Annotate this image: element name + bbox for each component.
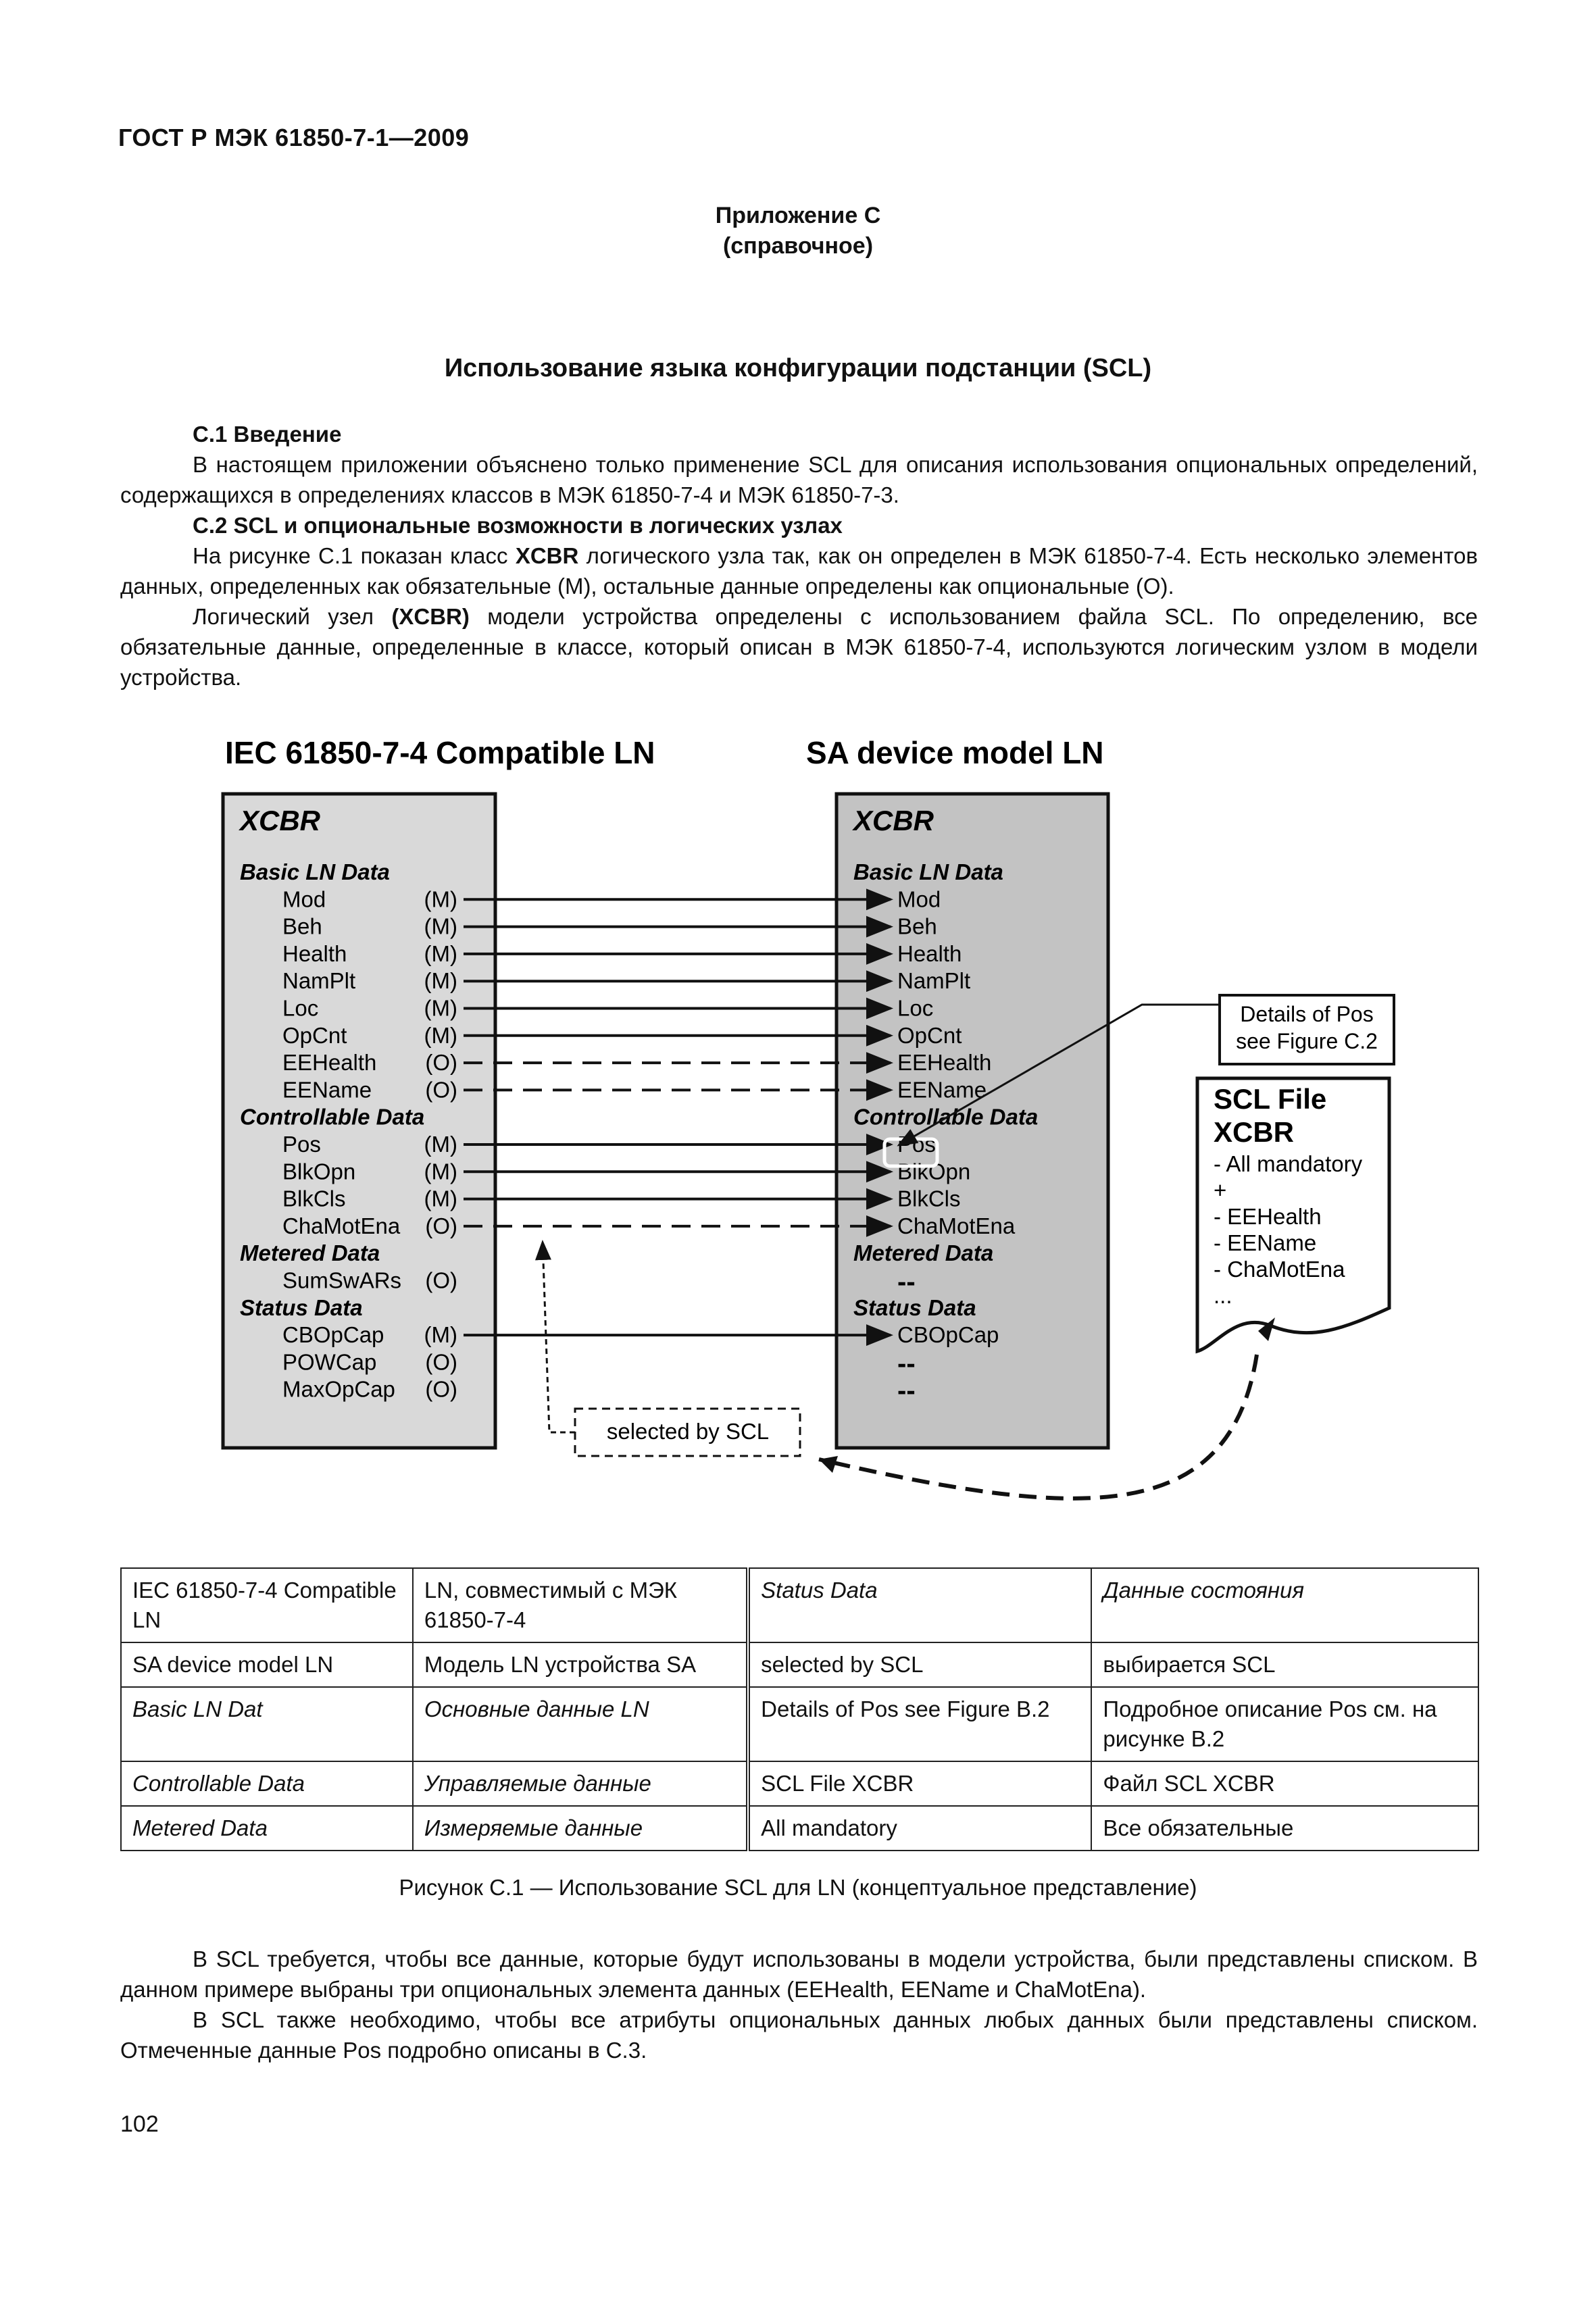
right-column-title: SA device model LN (806, 735, 1104, 770)
legend-cell: IEC 61850-7-4 Compatible LN (121, 1568, 413, 1642)
mapping-arrows (464, 899, 891, 1335)
left-data-name: SumSwARs (282, 1267, 402, 1293)
right-category-label: Metered Data (853, 1240, 994, 1266)
annex-title: Использование языка конфигурации подстанции (SCL) (444, 354, 1152, 382)
left-data-name: Beh (282, 913, 322, 939)
right-data-name: Pos (897, 1132, 936, 1157)
left-data-mo: (O) (425, 1050, 457, 1076)
left-data-mo: (M) (424, 968, 457, 994)
left-data-mo: (O) (425, 1267, 457, 1293)
right-data-name: OpCnt (897, 1022, 962, 1048)
legend-cell: Подробное описание Pos см. на рисунке В.2 (1091, 1687, 1478, 1761)
section-heading-c2: С.2 SCL и опциональные возможности в логических узлах (193, 513, 843, 538)
left-data-mo: (M) (424, 1186, 457, 1211)
legend-cell: Данные состояния (1091, 1568, 1478, 1642)
left-data-mo: (O) (425, 1077, 457, 1103)
left-data-name: EEHealth (282, 1050, 377, 1076)
section-c2-paragraph-2: Логический узел (XCBR) модели устройства определены с использованием файла SCL. По определению, все обязательные данные, определенные в классе, который описан в МЭК 61850-7-4, используются логическим узлом в модели устройства. (120, 604, 1478, 690)
scl-file-item: - ChaMotEna (1214, 1257, 1345, 1282)
annex-type: (справочное) (722, 233, 874, 259)
legend-cell: Измеряемые данные (413, 1806, 748, 1851)
right-data-name: CBOpCap (897, 1322, 999, 1348)
section-heading-c1: С.1 Введение (193, 422, 342, 447)
figure-caption: Рисунок С.1 — Использование SCL для LN (концептуальное представление) (399, 1875, 1197, 1900)
legend-row (121, 1806, 1478, 1851)
left-data-mo: (M) (424, 1159, 457, 1184)
left-data-name: POWCap (282, 1349, 377, 1375)
page-number: 102 (120, 2111, 159, 2137)
right-category-label: Basic LN Data (853, 859, 1003, 884)
selected-by-scl-label: selected by SCL (606, 1419, 770, 1444)
scl-file-title-1: SCL File (1214, 1083, 1327, 1115)
right-empty-slot: -- (897, 1376, 916, 1406)
left-data-name: ChaMotEna (282, 1213, 401, 1238)
legend-cell: Модель LN устройства SA (413, 1642, 748, 1687)
left-data-mo: (M) (424, 886, 457, 912)
left-column-title: IEC 61850-7-4 Compatible LN (225, 735, 655, 770)
legend-cell: Controllable Data (121, 1761, 413, 1806)
left-data-name: Loc (282, 995, 319, 1021)
left-data-mo: (M) (424, 913, 457, 939)
section-c1-paragraph: В настоящем приложении объяснено только применение SCL для описания использования опциональных определений, содержащихся в определениях классов в МЭК 61850-7-4 и МЭК 61850-7-3. (120, 452, 1478, 507)
right-empty-slot: -- (897, 1349, 916, 1379)
right-data-name: NamPlt (897, 968, 971, 994)
right-data-name: Beh (897, 913, 937, 939)
left-data-mo: (O) (425, 1349, 457, 1375)
scl-file-item: - All mandatory (1214, 1151, 1363, 1176)
legend-cell: All mandatory (748, 1806, 1091, 1851)
left-data-name: NamPlt (282, 968, 356, 994)
legend-cell: Status Data (748, 1568, 1091, 1642)
right-empty-slot: -- (897, 1267, 916, 1297)
legend-cell: Управляемые данные (413, 1761, 748, 1806)
left-data-mo: (M) (424, 1022, 457, 1048)
closing-text (120, 1944, 1478, 2065)
details-of-pos-line2: see Figure C.2 (1236, 1029, 1378, 1053)
left-data-name: BlkOpn (282, 1159, 356, 1184)
scl-file-item: ... (1214, 1283, 1232, 1308)
details-of-pos-line1: Details of Pos (1240, 1002, 1374, 1026)
legend-cell: LN, совместимый с МЭК 61850-7-4 (413, 1568, 748, 1642)
left-data-name: Mod (282, 886, 326, 912)
selected-pointer-line (543, 1242, 575, 1432)
closing-paragraph-1: В SCL требуется, чтобы все данные, которые будут использованы в модели устройства, были представлены списком. В данном примере выбраны три опциональных элемента данных (EEHealth, EEName и ChaMotEna). (120, 1946, 1478, 2002)
left-data-name: BlkCls (282, 1186, 346, 1211)
left-xcbr-name: XCBR (240, 805, 321, 836)
right-data-name: BlkCls (897, 1186, 961, 1211)
left-category-label: Basic LN Data (240, 859, 390, 884)
legend-row (121, 1761, 1478, 1806)
left-category-label: Status Data (240, 1294, 363, 1320)
left-data-name: MaxOpCap (282, 1376, 395, 1402)
legend-cell: Metered Data (121, 1806, 413, 1851)
legend-cell: Файл SCL XCBR (1091, 1761, 1478, 1806)
right-data-name: BlkOpn (897, 1159, 971, 1184)
legend-cell: SCL File XCBR (748, 1761, 1091, 1806)
document-header: ГОСТ Р МЭК 61850-7-1—2009 (118, 124, 470, 151)
right-data-name: EEName (897, 1077, 987, 1103)
legend-table (120, 1567, 1479, 1851)
left-data-mo: (O) (425, 1376, 457, 1402)
left-data-name: CBOpCap (282, 1322, 384, 1348)
annex-label: Приложение С (715, 203, 881, 228)
left-data-name: EEName (282, 1077, 372, 1103)
legend-cell: выбирается SCL (1091, 1642, 1478, 1687)
legend-row (121, 1642, 1478, 1687)
legend-cell: Basic LN Dat (121, 1687, 413, 1761)
left-data-name: Health (282, 940, 347, 966)
left-category-label: Controllable Data (240, 1104, 425, 1130)
scl-file-item: - EEName (1214, 1230, 1317, 1255)
right-data-name: Health (897, 940, 962, 966)
figure-c1-diagram (0, 716, 1596, 1527)
left-category-label: Metered Data (240, 1240, 380, 1266)
right-data-name: EEHealth (897, 1050, 992, 1076)
legend-row (121, 1568, 1478, 1642)
right-category-label: Controllable Data (853, 1104, 1039, 1130)
left-data-mo: (M) (424, 1132, 457, 1157)
legend-cell: Details of Pos see Figure B.2 (748, 1687, 1091, 1761)
closing-paragraph-2: В SCL также необходимо, чтобы все атрибуты опциональных данных любых данных были представлены списком. Отмеченные данные Pos подробно описаны в С.3. (120, 2007, 1478, 2063)
legend-row (121, 1687, 1478, 1761)
left-data-mo: (M) (424, 1322, 457, 1348)
right-data-name: Mod (897, 886, 941, 912)
legend-cell: SA device model LN (121, 1642, 413, 1687)
right-data-name: Loc (897, 995, 934, 1021)
right-data-name: ChaMotEna (897, 1213, 1016, 1238)
left-data-mo: (M) (424, 940, 457, 966)
intro-text (120, 419, 1478, 693)
right-category-label: Status Data (853, 1294, 976, 1320)
right-xcbr-name: XCBR (853, 805, 934, 836)
left-data-mo: (O) (425, 1213, 457, 1238)
legend-cell: selected by SCL (748, 1642, 1091, 1687)
left-data-name: Pos (282, 1132, 321, 1157)
left-data-mo: (M) (424, 995, 457, 1021)
left-data-name: OpCnt (282, 1022, 347, 1048)
scl-file-item: - EEHealth (1214, 1204, 1322, 1229)
scl-file-title-2: XCBR (1214, 1116, 1295, 1148)
scl-file-item: + (1214, 1178, 1227, 1203)
legend-cell: Все обязательные (1091, 1806, 1478, 1851)
section-c2-paragraph-1: На рисунке С.1 показан класс XCBR логического узла так, как он определен в МЭК 61850-7-4. Есть несколько элементов данных, определенных как обязательные (М), остальные данные определены как опциональные (О). (120, 543, 1478, 599)
legend-cell: Основные данные LN (413, 1687, 748, 1761)
